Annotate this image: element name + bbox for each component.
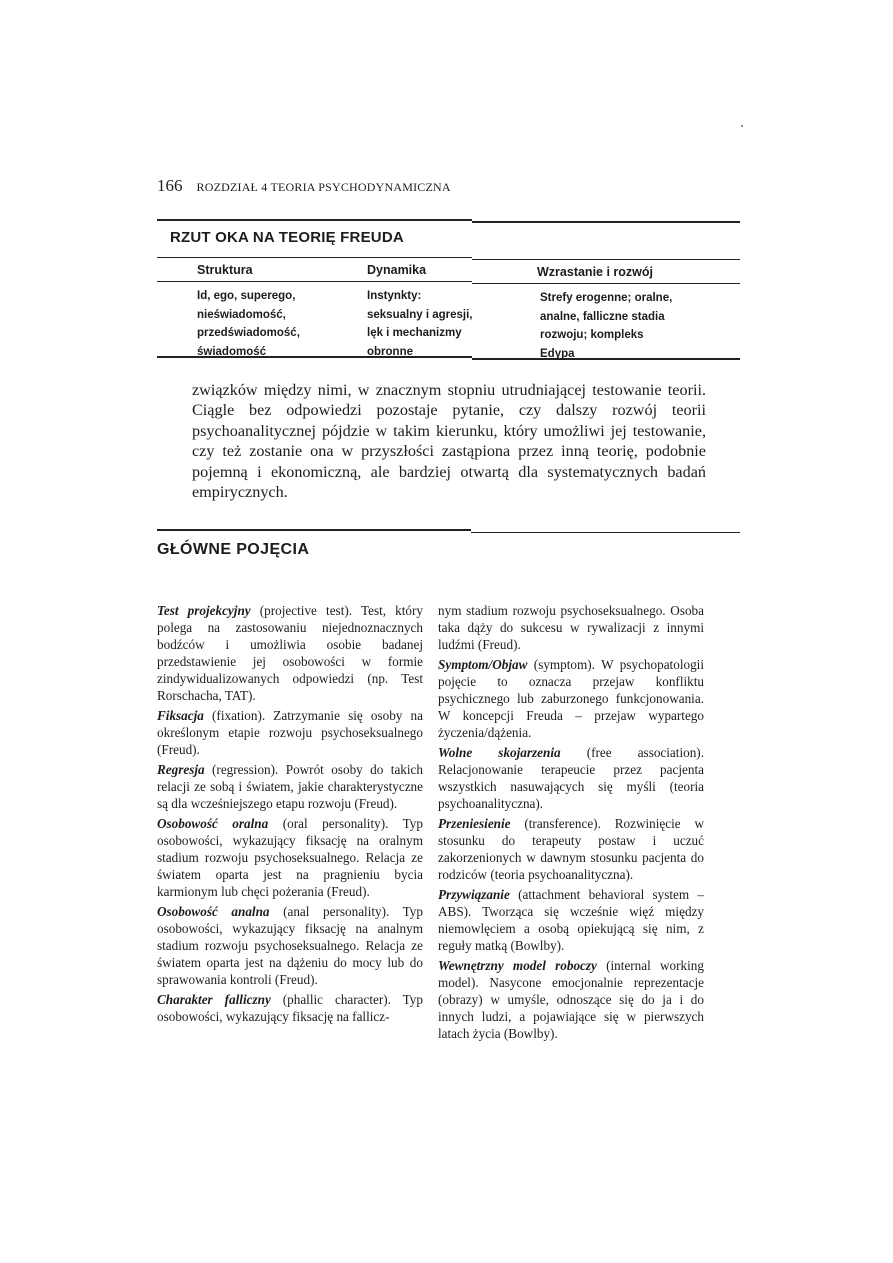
glossary-left-column (157, 602, 423, 1028)
glossary-term: Regresja (157, 762, 205, 777)
dynamics-column (367, 287, 472, 361)
glossary-entry (438, 744, 704, 812)
overview-box-title: RZUT OKA NA TEORIĘ FREUDA (170, 229, 404, 246)
section-rule-left (157, 529, 471, 531)
box-column-rule-right (472, 283, 740, 284)
box-header-rule-right (472, 259, 740, 260)
glossary-entry (157, 991, 423, 1025)
glossary-entry (157, 602, 423, 704)
structure-column (197, 287, 300, 361)
column-heading-structure: Struktura (197, 263, 253, 277)
glossary-term: Charakter falliczny (157, 992, 271, 1007)
dynamics-line: lęk i mechanizmy (367, 327, 462, 339)
glossary-term: Osobowość oralna (157, 816, 269, 831)
glossary-term: Przeniesienie (438, 816, 511, 831)
page-number: 166 (157, 176, 183, 195)
glossary-entry (438, 815, 704, 883)
glossary-definition: (attachment behavioral system – ABS). Tworząca się wcześnie więź między niemowlęciem a osobą opiekującą się nim, z reguły matką (Bowlby). (438, 887, 704, 953)
glossary-term: Test projekcyjny (157, 603, 251, 618)
glossary-right-column (438, 602, 704, 1045)
column-heading-growth: Wzrastanie i rozwój (537, 265, 653, 279)
glossary-definition: (phallic character). Typ osobowości, wykazujący fiksację na fallicz- (157, 992, 423, 1024)
glossary-definition: (projective test). Test, który polega na zastosowaniu niejednoznacznych bodźców i umożliwia osobie badanej przedstawienie jej osobowości w formie zindywidualizowanych odpowiedzi (np. Test Rorschacha, TAT). (157, 603, 424, 703)
glossary-entry (157, 903, 423, 988)
glossary-title: GŁÓWNE POJĘCIA (157, 541, 310, 558)
glossary-continuation: nym stadium rozwoju psychoseksualnego. Osoba taka dąży do sukcesu w rywalizacji z innymi ludźmi (Freud). (438, 603, 704, 652)
glossary-entry (438, 957, 704, 1042)
intro-paragraph: związków między nimi, w znacznym stopniu utrudniającej testowanie teorii. Ciągle bez odpowiedzi pozostaje pytanie, czy dalszy rozwój teorii psychoanalitycznej pójdzie w takim kierunku, który umożliwi jej testowanie, czy też zostanie ona w przyszłości zastąpiona przez inną teorię, podobnie pojemną i ekonomiczną, ale bardziej otwartą dla systematycznych badań empirycznych. (192, 381, 706, 502)
box-top-rule-left (157, 219, 472, 221)
glossary-definition: (transference). Rozwinięcie w stosunku do terapeuty postaw i uczuć zakorzenionych w dawnym stosunku pacjenta do rodziców (teoria psychoanalityczna). (438, 816, 704, 882)
growth-column (540, 289, 672, 363)
glossary-entry (157, 815, 423, 900)
growth-line: rozwoju; kompleks (540, 329, 644, 341)
glossary-definition: (internal working model). Nasycone emocjonalnie reprezentacje (obrazy) w umyśle, odnoszące się do ja i do innych ludzi, a pojawiające się w pierwszych latach życia (Bowlby). (438, 958, 704, 1041)
structure-line: nieświadomość, (197, 308, 286, 321)
glossary-entry (157, 707, 423, 758)
glossary-definition: (symptom). W psychopatologii pojęcie to oznacza przejaw konfliktu psychicznego lub zaburzonego funkcjonowania. W koncepcji Freuda – przejaw wypartego życzenia/dążenia. (438, 657, 704, 740)
glossary-term: Wolne skojarzenia (438, 745, 561, 760)
section-rule-right (471, 532, 740, 533)
box-column-rule-left (157, 281, 472, 282)
glossary-term: Symptom/Objaw (438, 657, 528, 672)
dynamics-line: seksualny i agresji, (367, 308, 473, 321)
scan-speck (741, 125, 743, 127)
running-header (157, 176, 451, 196)
structure-line: przedświadomość, (197, 327, 300, 339)
growth-line: Strefy erogenne; oralne, (540, 292, 673, 304)
box-header-rule-left (157, 257, 472, 258)
structure-line: Id, ego, superego, (197, 290, 296, 302)
dynamics-line: Instynkty: (367, 290, 422, 302)
glossary-definition: (anal personality). Typ osobowości, wykazujący fiksację na analnym stadium rozwoju psychoseksualnego. Relacja ze światem oparta jest na dążeniu do mocy lub do sprawowania kontroli (Freud). (157, 904, 423, 987)
chapter-title: ROZDZIAŁ 4 TEORIA PSYCHODYNAMICZNA (196, 180, 451, 194)
glossary-definition: (free association). Relacjonowanie terapeucie przez pacjenta wszystkich nasuwających się myśli (teoria psychoanalityczna). (438, 745, 704, 811)
glossary-entry (438, 886, 704, 954)
glossary-definition: (fixation). Zatrzymanie się osoby na określonym etapie rozwoju psychoseksualnego (Freud). (157, 708, 423, 757)
glossary-term: Osobowość analna (157, 904, 270, 919)
growth-line: analne, falliczne stadia (540, 310, 665, 323)
growth-line: Edypa (540, 347, 575, 360)
glossary-term: Przywiązanie (438, 887, 510, 902)
structure-line: świadomość (197, 345, 267, 358)
glossary-entry (157, 761, 423, 812)
column-heading-dynamics: Dynamika (367, 263, 427, 277)
glossary-definition: (regression). Powrót osoby do takich relacji ze sobą i światem, jakie charakterystyczne są dla wcześniejszego etapu rozwoju (Freud). (157, 762, 423, 811)
box-top-rule-right (472, 221, 740, 223)
glossary-definition: (oral personality). Typ osobowości, wykazujący fiksację na oralnym stadium rozwoju psychoseksualnego. Relacja ze światem oparta jest na pragnieniu bycia karmionym lub chęci pożerania (Freud). (157, 816, 423, 899)
glossary-term: Fiksacja (157, 708, 204, 723)
glossary-term: Wewnętrzny model roboczy (438, 958, 597, 973)
dynamics-line: obronne (367, 345, 413, 358)
glossary-entry (438, 656, 704, 741)
